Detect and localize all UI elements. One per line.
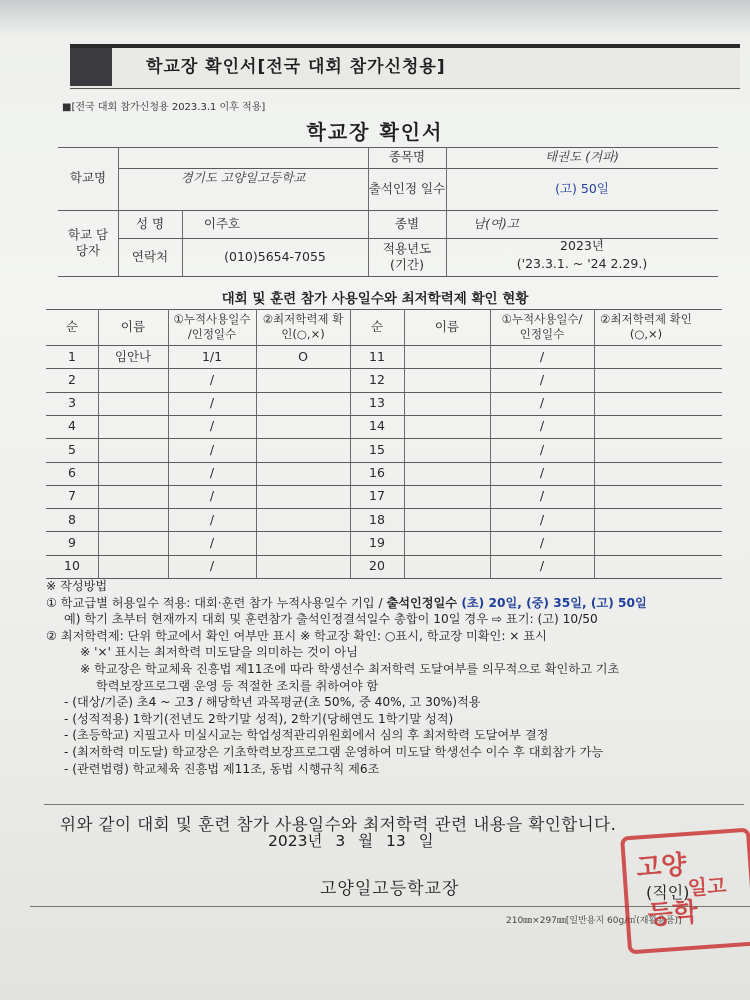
official-seal-stamp: 고양 일고 등학 xyxy=(620,828,750,955)
row-name-left xyxy=(98,462,168,485)
year-value: 2023년 xyxy=(560,237,604,253)
row-days-left: / xyxy=(209,558,215,574)
row-name-right xyxy=(404,368,490,391)
confirmation-date: 2023년 3 월 13 일 xyxy=(268,832,434,850)
contact-label: 연락처 xyxy=(131,248,169,264)
applicability-note: ■[전국 대회 참가신청용 2023.3.1 이후 적용] xyxy=(62,102,266,113)
header-check-right: ②최저학력제 확인(○,×) xyxy=(600,312,692,341)
row-days-right: / xyxy=(539,488,545,504)
row-check-right xyxy=(594,368,698,391)
header-title: 학교장 확인서[전국 대회 참가신청용] xyxy=(146,57,446,77)
row-check-right xyxy=(594,485,698,508)
row-name-right xyxy=(404,508,490,531)
row-number-left: 10 xyxy=(64,558,80,574)
notes-rule xyxy=(44,804,744,805)
row-number-left: 1 xyxy=(68,348,76,364)
note-5: - (성적적용) 1학기(전년도 2학기말 성적), 2학기(당해연도 1학기말 성적) xyxy=(64,711,454,726)
row-name-right xyxy=(404,392,490,415)
row-name-left xyxy=(98,438,168,461)
row-name-right xyxy=(404,462,490,485)
row-check-left xyxy=(256,485,350,508)
row-check-right xyxy=(594,531,698,554)
row-check-right xyxy=(594,508,698,531)
row-number-right: 13 xyxy=(369,395,385,411)
attendance-label: 출석인정 일수 xyxy=(368,180,446,196)
attendance-value: (고) 50일 xyxy=(555,180,609,196)
row-number-left: 9 xyxy=(68,534,76,550)
note-6: - (초등학교) 지필고사 미실시교는 학업성적관리위원회에서 심의 후 최저학력 도달여부 결정 xyxy=(64,728,549,743)
document-title: 학교장 확인서 xyxy=(306,120,444,144)
row-number-right: 14 xyxy=(369,418,385,434)
row-number-right: 20 xyxy=(369,558,385,574)
principal-title: 고양일고등학교장 xyxy=(320,879,460,899)
row-days-left: 1/1 xyxy=(201,348,223,364)
page-shadow xyxy=(0,0,750,36)
note-1-emphasis: 출석인정일수 xyxy=(386,595,462,610)
row-check-right xyxy=(594,555,698,578)
row-name-left: 임안나 xyxy=(114,348,152,364)
row-name-right xyxy=(404,345,490,368)
note-1-text: ① 학교급별 허용일수 적용: 대회·훈련 참가 누적사용일수 기입 / xyxy=(46,595,387,610)
row-number-left: 7 xyxy=(68,488,76,504)
header-no-right: 순 xyxy=(370,318,384,334)
manager-label: 학교 담당자 xyxy=(67,226,109,258)
row-days-right: / xyxy=(539,558,545,574)
row-check-left xyxy=(256,462,350,485)
row-name-right xyxy=(404,415,490,438)
row-number-right: 19 xyxy=(369,534,385,550)
row-days-left: / xyxy=(209,465,215,481)
note-1-example: 예) 학기 초부터 현재까지 대회 및 훈련참가 출석인정결석일수 총합이 10일 경우 ⇨ 표기: (고) 10/50 xyxy=(64,612,598,627)
header-block-mark xyxy=(70,48,112,86)
row-number-left: 5 xyxy=(68,441,76,457)
row-days-right: / xyxy=(539,441,545,457)
row-number-left: 3 xyxy=(68,395,76,411)
header-name-right: 이름 xyxy=(434,318,460,334)
row-check-left xyxy=(256,415,350,438)
gender-value: 남(여)고 xyxy=(473,215,519,231)
seal-label: (직인) xyxy=(646,883,690,902)
row-days-right: / xyxy=(539,395,545,411)
row-number-left: 6 xyxy=(68,465,76,481)
row-number-right: 16 xyxy=(369,465,385,481)
confirmation-statement: 위와 같이 대회 및 훈련 참가 사용일수와 최저학력 관련 내용을 확인합니다. xyxy=(60,815,617,834)
paper-spec: 210㎜×297㎜[일반용지 60g/㎡(재활용품)] xyxy=(506,916,682,926)
row-number-left: 2 xyxy=(68,371,76,387)
row-days-left: / xyxy=(209,371,215,387)
row-check-left xyxy=(256,368,350,391)
row-name-left xyxy=(98,555,168,578)
row-check-right xyxy=(594,415,698,438)
row-check-left xyxy=(256,508,350,531)
note-4: - (대상/기준) 초4 ~ 고3 / 해당학년 과목평균(초 50%, 중 40%, 고 30%)적용 xyxy=(64,695,481,710)
row-name-right xyxy=(404,555,490,578)
row-days-right: / xyxy=(539,371,545,387)
row-check-right xyxy=(594,345,698,368)
writing-instructions xyxy=(46,578,736,777)
row-name-right xyxy=(404,531,490,554)
header-days-left: ①누적사용일수 /인정일수 xyxy=(173,312,251,341)
event-label: 종목명 xyxy=(388,149,426,165)
row-number-right: 11 xyxy=(369,348,385,364)
row-number-left: 4 xyxy=(68,418,76,434)
header-no-left: 순 xyxy=(65,318,79,334)
row-days-left: / xyxy=(209,418,215,434)
note-3: ※ 학교장은 학교체육 진흥법 제11조에 따라 학생선수 최저학력 도달여부를 의무적으로 확인하고 기초 xyxy=(80,661,620,676)
row-number-left: 8 xyxy=(68,511,76,527)
row-days-left: / xyxy=(209,511,215,527)
event-value: 태권도 (겨파) xyxy=(544,149,620,165)
header-check-left: ②최저학력제 확인(○,×) xyxy=(262,312,344,341)
school-name-value: 경기도 고양일고등학교 xyxy=(180,170,306,186)
contact-value: (010)5654-7055 xyxy=(224,248,326,264)
row-check-left xyxy=(256,555,350,578)
row-days-right: / xyxy=(539,418,545,434)
row-days-right: / xyxy=(539,534,545,550)
row-number-right: 17 xyxy=(369,488,385,504)
note-7: - (최저학력 미도달) 학교장은 기초학력보장프로그램 운영하여 미도달 학생선수 이수 후 대회참가 가능 xyxy=(64,744,604,759)
row-days-right: / xyxy=(539,465,545,481)
row-check-right xyxy=(594,438,698,461)
info-border-bottom xyxy=(58,276,718,277)
note-1 xyxy=(46,595,736,612)
row-days-left: / xyxy=(209,441,215,457)
row-days-right: / xyxy=(539,348,545,364)
period-value: ('23.3.1. ~ '24 2.29.) xyxy=(516,255,648,271)
row-name-left xyxy=(98,368,168,391)
row-check-left: O xyxy=(298,348,308,364)
school-name-label: 학교명 xyxy=(69,170,107,186)
row-name-left xyxy=(98,531,168,554)
row-check-left xyxy=(256,392,350,415)
note-2: ② 최저학력제: 단위 학교에서 확인 여부만 표시 ※ 학교장 확인: ○표시, 학교장 미확인: × 표시 xyxy=(46,628,547,643)
manager-name-label: 성 명 xyxy=(135,215,165,231)
notes-heading: ※ 작성방법 xyxy=(46,579,108,593)
row-name-right xyxy=(404,438,490,461)
row-days-left: / xyxy=(209,488,215,504)
row-name-right xyxy=(404,485,490,508)
row-name-left xyxy=(98,508,168,531)
row-days-right: / xyxy=(539,511,545,527)
row-name-left xyxy=(98,485,168,508)
row-check-left xyxy=(256,438,350,461)
row-name-left xyxy=(98,415,168,438)
row-days-left: / xyxy=(209,534,215,550)
row-days-left: / xyxy=(209,395,215,411)
row-check-right xyxy=(594,392,698,415)
header-days-right: ①누적사용일수/ 인정일수 xyxy=(501,312,583,341)
table-title: 대회 및 훈련 참가 사용일수와 최저학력제 확인 현황 xyxy=(221,291,529,307)
note-8: - (관련법령) 학교체육 진흥법 제11조, 동법 시행규칙 제6조 xyxy=(64,761,380,776)
row-number-right: 15 xyxy=(369,441,385,457)
row-name-left xyxy=(98,392,168,415)
header-rule xyxy=(70,88,740,89)
header-name-left: 이름 xyxy=(120,318,146,334)
manager-name-value: 이주호 xyxy=(203,215,241,231)
note-1-limits: (초) 20일, (중) 35일, (고) 50일 xyxy=(461,595,647,610)
gender-label: 종별 xyxy=(394,215,420,231)
row-number-right: 18 xyxy=(369,511,385,527)
row-check-right xyxy=(594,462,698,485)
year-label: 적용년도 (기간) xyxy=(382,240,432,272)
note-2-x: ※ '×' 표시는 최저학력 미도달을 의미하는 것이 아님 xyxy=(80,645,358,660)
note-3-cont: 학력보장프로그램 운영 등 적절한 조치를 취하여야 함 xyxy=(96,678,379,693)
row-check-left xyxy=(256,531,350,554)
row-number-right: 12 xyxy=(369,371,385,387)
